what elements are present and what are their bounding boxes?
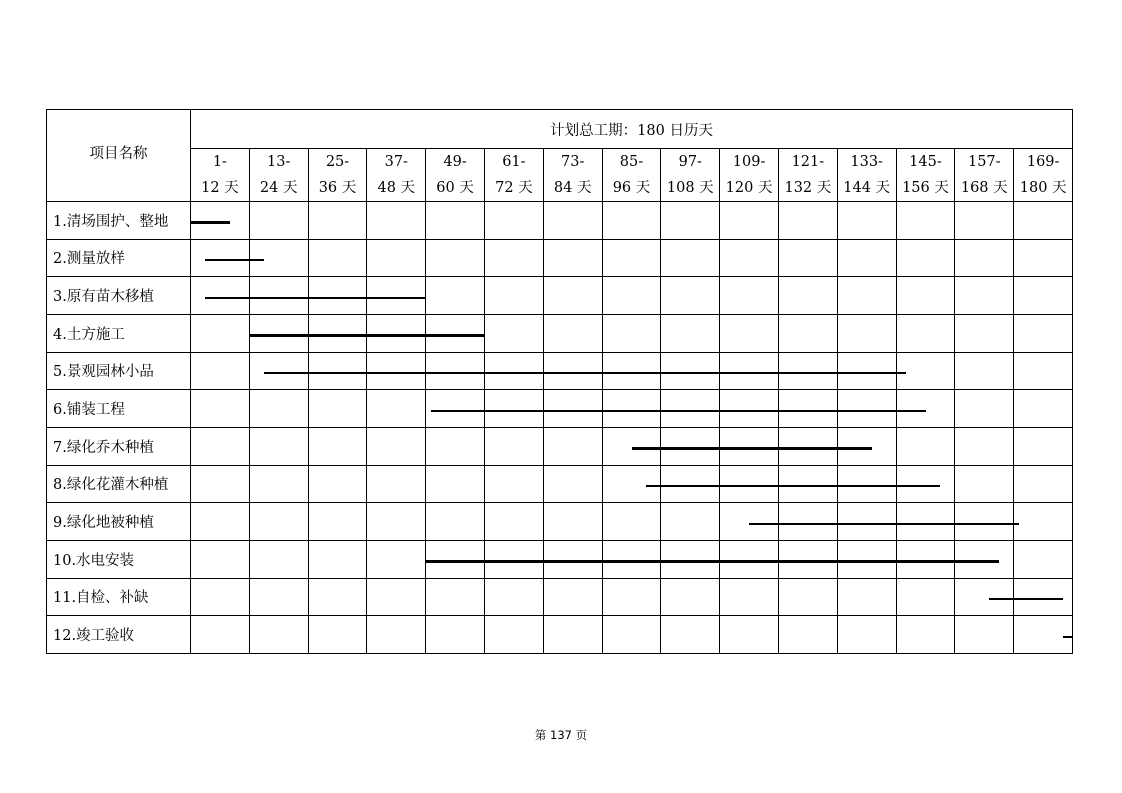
task-row (47, 465, 1073, 503)
schedule-cell (602, 390, 661, 428)
schedule-cell (955, 616, 1014, 654)
schedule-cell (837, 616, 896, 654)
schedule-cell (426, 540, 485, 578)
schedule-cell (308, 277, 367, 315)
schedule-cell (426, 390, 485, 428)
schedule-cell (602, 202, 661, 240)
schedule-cell (955, 390, 1014, 428)
schedule-cell (484, 314, 543, 352)
task-row (47, 503, 1073, 541)
schedule-cell (426, 239, 485, 277)
period-header-cell (602, 149, 661, 202)
period-end-label: 156 天 (902, 180, 949, 196)
schedule-cell (308, 616, 367, 654)
schedule-cell (308, 239, 367, 277)
schedule-cell (661, 465, 720, 503)
schedule-cell (955, 427, 1014, 465)
schedule-cell (720, 503, 779, 541)
schedule-cell (896, 616, 955, 654)
task-row (47, 540, 1073, 578)
schedule-cell (837, 202, 896, 240)
schedule-cell (955, 314, 1014, 352)
schedule-cell (249, 427, 308, 465)
schedule-cell (191, 390, 250, 428)
period-end-label: 72 天 (495, 180, 533, 196)
schedule-cell (249, 352, 308, 390)
schedule-cell (955, 503, 1014, 541)
schedule-cell (602, 578, 661, 616)
schedule-cell (720, 202, 779, 240)
task-name-cell: 5.景观园林小品 (47, 352, 191, 390)
schedule-cell (484, 277, 543, 315)
schedule-cell (778, 578, 837, 616)
period-header-cell (720, 149, 779, 202)
schedule-cell (602, 277, 661, 315)
schedule-cell (308, 427, 367, 465)
task-name-cell: 6.铺装工程 (47, 390, 191, 428)
task-row (47, 578, 1073, 616)
period-start-label: 25- (325, 154, 350, 170)
period-header-cell (426, 149, 485, 202)
schedule-cell (602, 616, 661, 654)
schedule-cell (896, 277, 955, 315)
period-header-cell (1014, 149, 1073, 202)
schedule-cell (661, 503, 720, 541)
task-row (47, 314, 1073, 352)
schedule-cell (484, 427, 543, 465)
task-name-cell: 12.竣工验收 (47, 616, 191, 654)
schedule-cell (543, 202, 602, 240)
period-start-label: 97- (678, 154, 702, 170)
schedule-cell (778, 503, 837, 541)
period-header-cell (837, 149, 896, 202)
period-end-label: 180 天 (1019, 180, 1067, 196)
task-name-cell: 3.原有苗木移植 (47, 277, 191, 315)
schedule-cell (367, 390, 426, 428)
period-start-label: 85- (619, 154, 644, 170)
schedule-cell (602, 427, 661, 465)
schedule-cell (426, 616, 485, 654)
schedule-cell (426, 352, 485, 390)
schedule-cell (543, 314, 602, 352)
task-row (47, 616, 1073, 654)
period-start-label: 109- (732, 154, 766, 170)
schedule-cell (367, 578, 426, 616)
period-header-cell (661, 149, 720, 202)
schedule-cell (543, 427, 602, 465)
schedule-cell (249, 578, 308, 616)
schedule-cell (720, 390, 779, 428)
task-row (47, 277, 1073, 315)
schedule-cell (837, 540, 896, 578)
schedule-cell (778, 239, 837, 277)
period-end-label: 48 天 (377, 180, 416, 196)
period-end-label: 84 天 (553, 180, 592, 196)
schedule-cell (837, 427, 896, 465)
period-header-cell (367, 149, 426, 202)
schedule-cell (191, 352, 250, 390)
schedule-cell (308, 465, 367, 503)
schedule-cell (543, 277, 602, 315)
schedule-cell (955, 352, 1014, 390)
schedule-cell (602, 314, 661, 352)
schedule-cell (661, 390, 720, 428)
task-row (47, 427, 1073, 465)
schedule-cell (837, 352, 896, 390)
schedule-cell (778, 314, 837, 352)
schedule-cell (191, 465, 250, 503)
schedule-cell (896, 578, 955, 616)
page-number: 第 137 页 (534, 728, 588, 742)
schedule-cell (778, 540, 837, 578)
schedule-cell (191, 503, 250, 541)
schedule-cell (955, 202, 1014, 240)
schedule-cell (720, 465, 779, 503)
schedule-cell (661, 202, 720, 240)
schedule-cell (837, 390, 896, 428)
schedule-cell (484, 390, 543, 428)
schedule-cell (426, 427, 485, 465)
period-end-label: 144 天 (843, 180, 891, 196)
schedule-cell (249, 277, 308, 315)
schedule-cell (191, 540, 250, 578)
schedule-cell (720, 277, 779, 315)
schedule-cell (896, 239, 955, 277)
schedule-cell (191, 314, 250, 352)
schedule-cell (426, 277, 485, 315)
schedule-cell (896, 503, 955, 541)
schedule-cell (896, 427, 955, 465)
period-header-cell (308, 149, 367, 202)
schedule-cell (249, 239, 308, 277)
schedule-cell (308, 390, 367, 428)
gantt-schedule-table (46, 109, 1073, 654)
schedule-cell (367, 202, 426, 240)
schedule-cell (896, 352, 955, 390)
schedule-cell (896, 465, 955, 503)
schedule-cell (661, 277, 720, 315)
schedule-cell (426, 503, 485, 541)
task-row (47, 352, 1073, 390)
period-end-label: 36 天 (318, 180, 357, 196)
schedule-cell (837, 277, 896, 315)
schedule-cell (543, 503, 602, 541)
schedule-cell (367, 503, 426, 541)
schedule-cell (661, 616, 720, 654)
schedule-cell (955, 465, 1014, 503)
period-start-label: 157- (967, 154, 1001, 170)
schedule-cell (720, 352, 779, 390)
period-start-label: 37- (384, 154, 408, 170)
period-end-label: 96 天 (612, 180, 651, 196)
schedule-cell (484, 503, 543, 541)
schedule-cell (778, 277, 837, 315)
schedule-cell (249, 503, 308, 541)
schedule-cell (1014, 540, 1073, 578)
schedule-cell (249, 202, 308, 240)
schedule-cell (484, 616, 543, 654)
period-end-label: 60 天 (436, 180, 474, 196)
schedule-cell (720, 314, 779, 352)
schedule-cell (896, 202, 955, 240)
schedule-cell (367, 427, 426, 465)
schedule-cell (896, 540, 955, 578)
period-start-label: 1- (212, 154, 227, 170)
schedule-cell (308, 503, 367, 541)
schedule-cell (484, 239, 543, 277)
period-header-cell (778, 149, 837, 202)
schedule-cell (308, 352, 367, 390)
schedule-cell (543, 465, 602, 503)
period-end-label: 132 天 (784, 180, 832, 196)
project-name-header: 项目名称 (47, 110, 191, 202)
task-name-cell: 8.绿化花灌木种植 (47, 465, 191, 503)
task-rows (47, 202, 1073, 654)
schedule-cell (1014, 202, 1073, 240)
task-row (47, 239, 1073, 277)
schedule-cell (1014, 239, 1073, 277)
schedule-cell (955, 578, 1014, 616)
schedule-cell (249, 390, 308, 428)
schedule-cell (1014, 427, 1073, 465)
schedule-cell (778, 390, 837, 428)
schedule-cell (308, 578, 367, 616)
schedule-cell (661, 427, 720, 465)
period-end-label: 168 天 (960, 180, 1008, 196)
period-start-label: 13- (267, 154, 291, 170)
period-start-label: 133- (850, 154, 883, 170)
schedule-cell (308, 202, 367, 240)
schedule-cell (720, 427, 779, 465)
period-start-label: 61- (502, 154, 526, 170)
period-header-cell (543, 149, 602, 202)
schedule-cell (191, 202, 250, 240)
task-name-cell: 2.测量放样 (47, 239, 191, 277)
schedule-cell (661, 352, 720, 390)
task-name-cell: 1.清场围护、整地 (47, 202, 191, 240)
schedule-cell (484, 465, 543, 503)
schedule-cell (1014, 503, 1073, 541)
schedule-cell (720, 616, 779, 654)
schedule-cell (1014, 390, 1073, 428)
schedule-cell (896, 390, 955, 428)
period-header-cell (484, 149, 543, 202)
schedule-cell (543, 352, 602, 390)
schedule-cell (308, 540, 367, 578)
task-name-cell: 10.水电安装 (47, 540, 191, 578)
schedule-cell (661, 540, 720, 578)
schedule-cell (367, 352, 426, 390)
schedule-cell (1014, 465, 1073, 503)
task-name-cell: 11.自检、补缺 (47, 578, 191, 616)
schedule-cell (778, 616, 837, 654)
schedule-cell (720, 239, 779, 277)
schedule-cell (602, 239, 661, 277)
schedule-cell (308, 314, 367, 352)
schedule-cell (778, 427, 837, 465)
schedule-cell (367, 616, 426, 654)
schedule-cell (1014, 352, 1073, 390)
period-header-row (47, 149, 1073, 202)
schedule-cell (661, 239, 720, 277)
schedule-cell (543, 578, 602, 616)
schedule-cell (484, 202, 543, 240)
schedule-cell (837, 239, 896, 277)
schedule-cell (484, 352, 543, 390)
period-end-label: 108 天 (666, 180, 714, 196)
period-end-label: 24 天 (259, 180, 298, 196)
schedule-cell (426, 314, 485, 352)
schedule-cell (661, 578, 720, 616)
period-start-label: 145- (909, 154, 942, 170)
schedule-cell (367, 239, 426, 277)
schedule-cell (955, 239, 1014, 277)
schedule-cell (367, 465, 426, 503)
header-row-1 (47, 110, 1073, 149)
schedule-cell (543, 390, 602, 428)
schedule-cell (484, 540, 543, 578)
period-end-label: 120 天 (725, 180, 773, 196)
schedule-cell (249, 465, 308, 503)
schedule-cell (543, 616, 602, 654)
total-period-header: 计划总工期：180 日历天 (191, 110, 1073, 149)
schedule-cell (426, 202, 485, 240)
schedule-cell (367, 540, 426, 578)
schedule-cell (955, 540, 1014, 578)
schedule-cell (1014, 578, 1073, 616)
period-header-cell (896, 149, 955, 202)
schedule-cell (191, 578, 250, 616)
schedule-cell (1014, 314, 1073, 352)
period-end-label: 12 天 (201, 180, 239, 196)
period-start-label: 49- (443, 154, 467, 170)
schedule-cell (837, 578, 896, 616)
schedule-cell (778, 352, 837, 390)
schedule-cell (426, 578, 485, 616)
schedule-cell (837, 503, 896, 541)
schedule-cell (249, 616, 308, 654)
schedule-cell (778, 465, 837, 503)
schedule-cell (191, 427, 250, 465)
schedule-cell (602, 465, 661, 503)
schedule-cell (955, 277, 1014, 315)
period-header-cell (249, 149, 308, 202)
task-row (47, 202, 1073, 240)
schedule-cell (837, 314, 896, 352)
task-name-cell: 4.土方施工 (47, 314, 191, 352)
schedule-cell (720, 540, 779, 578)
schedule-cell (1014, 277, 1073, 315)
schedule-cell (426, 465, 485, 503)
schedule-cell (602, 352, 661, 390)
schedule-cell (602, 503, 661, 541)
schedule-cell (1014, 616, 1073, 654)
schedule-cell (661, 314, 720, 352)
period-start-label: 169- (1026, 154, 1060, 170)
schedule-cell (249, 540, 308, 578)
schedule-cell (602, 540, 661, 578)
schedule-cell (543, 540, 602, 578)
task-name-cell: 7.绿化乔木种植 (47, 427, 191, 465)
schedule-cell (720, 578, 779, 616)
period-start-label: 121- (791, 154, 825, 170)
period-header-cell (191, 149, 250, 202)
schedule-cell (543, 239, 602, 277)
schedule-cell (249, 314, 308, 352)
schedule-cell (367, 314, 426, 352)
schedule-cell (191, 616, 250, 654)
schedule-cell (778, 202, 837, 240)
period-header-cell (955, 149, 1014, 202)
task-row (47, 390, 1073, 428)
schedule-cell (484, 578, 543, 616)
schedule-cell (191, 277, 250, 315)
schedule-cell (191, 239, 250, 277)
schedule-cell (367, 277, 426, 315)
period-start-label: 73- (561, 154, 585, 170)
schedule-cell (896, 314, 955, 352)
task-name-cell: 9.绿化地被种植 (47, 503, 191, 541)
schedule-cell (837, 465, 896, 503)
